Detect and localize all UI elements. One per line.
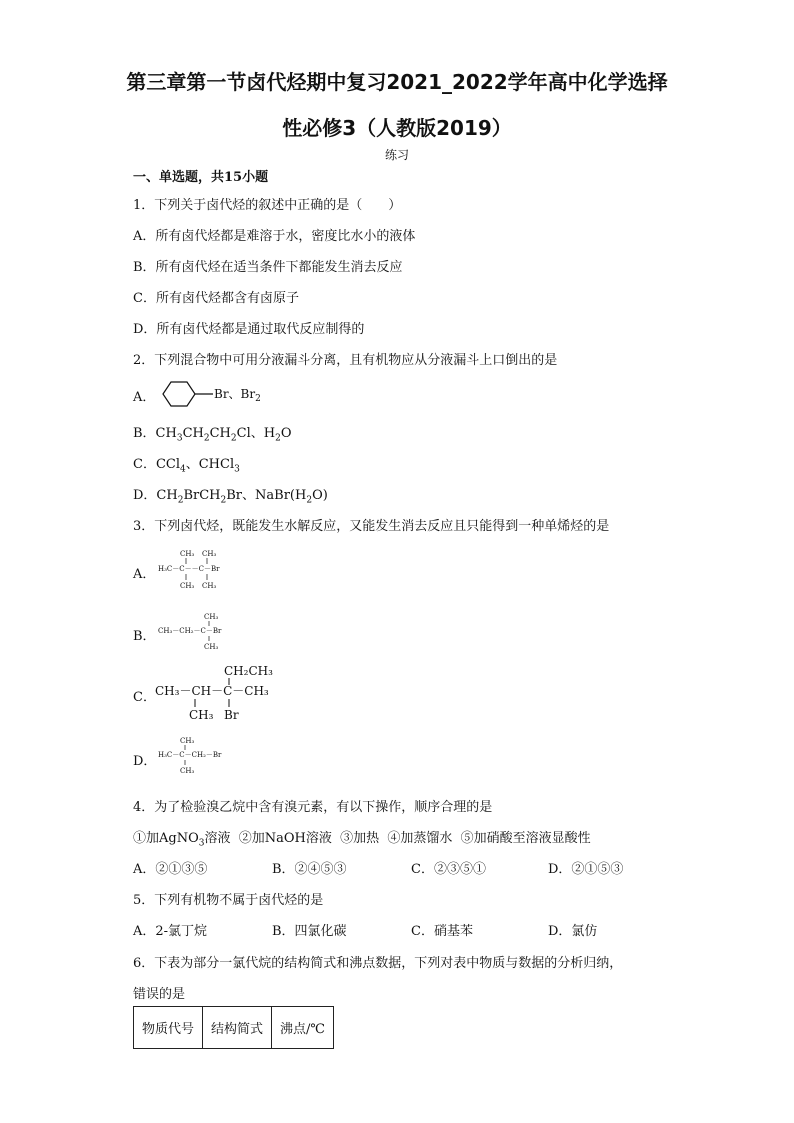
q3-option-a-label: A． [133,567,156,582]
bromobenzene-structure [155,378,285,410]
svg-text:H₃C－C－CH₂－Br: H₃C－C－CH₂－Br [158,751,222,759]
svg-text:CH₃: CH₃ [189,708,214,722]
document-title-line2: 性必修3（人教版2019） [282,116,512,140]
table-header-row [134,1007,334,1049]
q5-options [133,920,597,939]
table-header-cell: 沸点/℃ [272,1007,334,1049]
q3-structure-c [155,661,285,723]
q1-option-a: A．所有卤代烃都是难溶于水，密度比水小的液体 [133,229,416,244]
q5-option-c: C．硝基苯 [411,924,473,939]
q2-option-d: D．$CH_2BrCH_2Br$、$NaBr(H_2O)$ [133,488,328,506]
q3-structure-d [158,734,248,778]
svg-text:Br、Br2: Br、$Br_2$ [214,387,261,404]
svg-text:CH₃: CH₃ [204,643,219,651]
q1-option-c: C．所有卤代烃都含有卤原子 [133,291,299,306]
svg-text:CH₃: CH₃ [204,613,219,621]
svg-text:CH₃: CH₃ [202,582,217,590]
table-header-cell: 物质代号 [134,1007,203,1049]
document-title-line1: 第三章第一节卤代烃期中复习2021_2022学年高中化学选择 [126,70,668,94]
q4-options [133,858,623,877]
q2-stem: 2．下列混合物中可用分液漏斗分离，且有机物应从分液漏斗上口倒出的是 [133,353,558,368]
table-header-cell: 结构简式 [203,1007,272,1049]
svg-text:CH₃: CH₃ [180,550,195,558]
svg-text:CH₃: CH₃ [180,582,195,590]
q1-stem: 1．下列关于卤代烃的叙述中正确的是（ ） [133,198,402,213]
q6-stem-line1: 6．下表为部分一氯代烷的结构简式和沸点数据，下列对表中物质与数据的分析归纳， [133,956,623,971]
svg-text:CH₂CH₃: CH₂CH₃ [224,664,273,678]
q5-option-b: B．四氯化碳 [272,924,347,939]
svg-text:Br: Br [224,708,239,722]
svg-text:H₃C－C－－C－Br: H₃C－C－－C－Br [158,565,220,573]
q4-stem: 4．为了检验溴乙烷中含有溴元素，有以下操作，顺序合理的是 [133,800,493,815]
svg-text:CH₃: CH₃ [180,737,195,745]
q3-option-d-label: D． [133,754,157,769]
q3-structure-a [158,546,238,592]
svg-text:CH₃: CH₃ [180,767,195,775]
q2-option-b: B．$CH_3CH_2CH_2Cl$、$H_2O$ [133,426,292,444]
q3-option-c-label: C． [133,690,156,705]
q5-stem: 5．下列有机物不属于卤代烃的是 [133,893,324,908]
q5-option-d: D．氯仿 [548,924,598,939]
q6-table [133,1006,334,1049]
section-heading: 一、单选题，共15小题 [133,170,269,185]
q4-option-d: D．②①⑤③ [548,862,624,877]
svg-text:CH₃－CH－C－CH₃: CH₃－CH－C－CH₃ [155,684,269,698]
q4-option-c: C．②③⑤① [411,862,486,877]
q4-option-a: A．②①③⑤ [133,862,208,877]
svg-text:CH₃: CH₃ [202,550,217,558]
q3-structure-b [158,610,238,654]
q2-option-a-label: A． [133,390,156,405]
svg-text:CH₃－CH₂－C－Br: CH₃－CH₂－C－Br [158,627,222,635]
document-subtitle: 练习 [384,148,409,162]
q2-option-c: C．CCl$_4$、CHCl$_3$ [133,457,240,475]
q1-option-b: B．所有卤代烃在适当条件下都能发生消去反应 [133,260,403,275]
q6-stem-line2: 错误的是 [133,987,186,1002]
q3-option-b-label: B． [133,629,156,644]
q4-steps: ①加AgNO$_3$溶液 ②加NaOH溶液 ③加热 ④加蒸馏水 ⑤加硝酸至溶液显酸性 [133,831,591,849]
q5-option-a: A．2-氯丁烷 [133,924,208,939]
q1-option-d: D．所有卤代烃都是通过取代反应制得的 [133,322,365,337]
q3-stem: 3．下列卤代烃，既能发生水解反应，又能发生消去反应且只能得到一种单烯烃的是 [133,519,610,534]
q4-option-b: B．②④⑤③ [272,862,347,877]
